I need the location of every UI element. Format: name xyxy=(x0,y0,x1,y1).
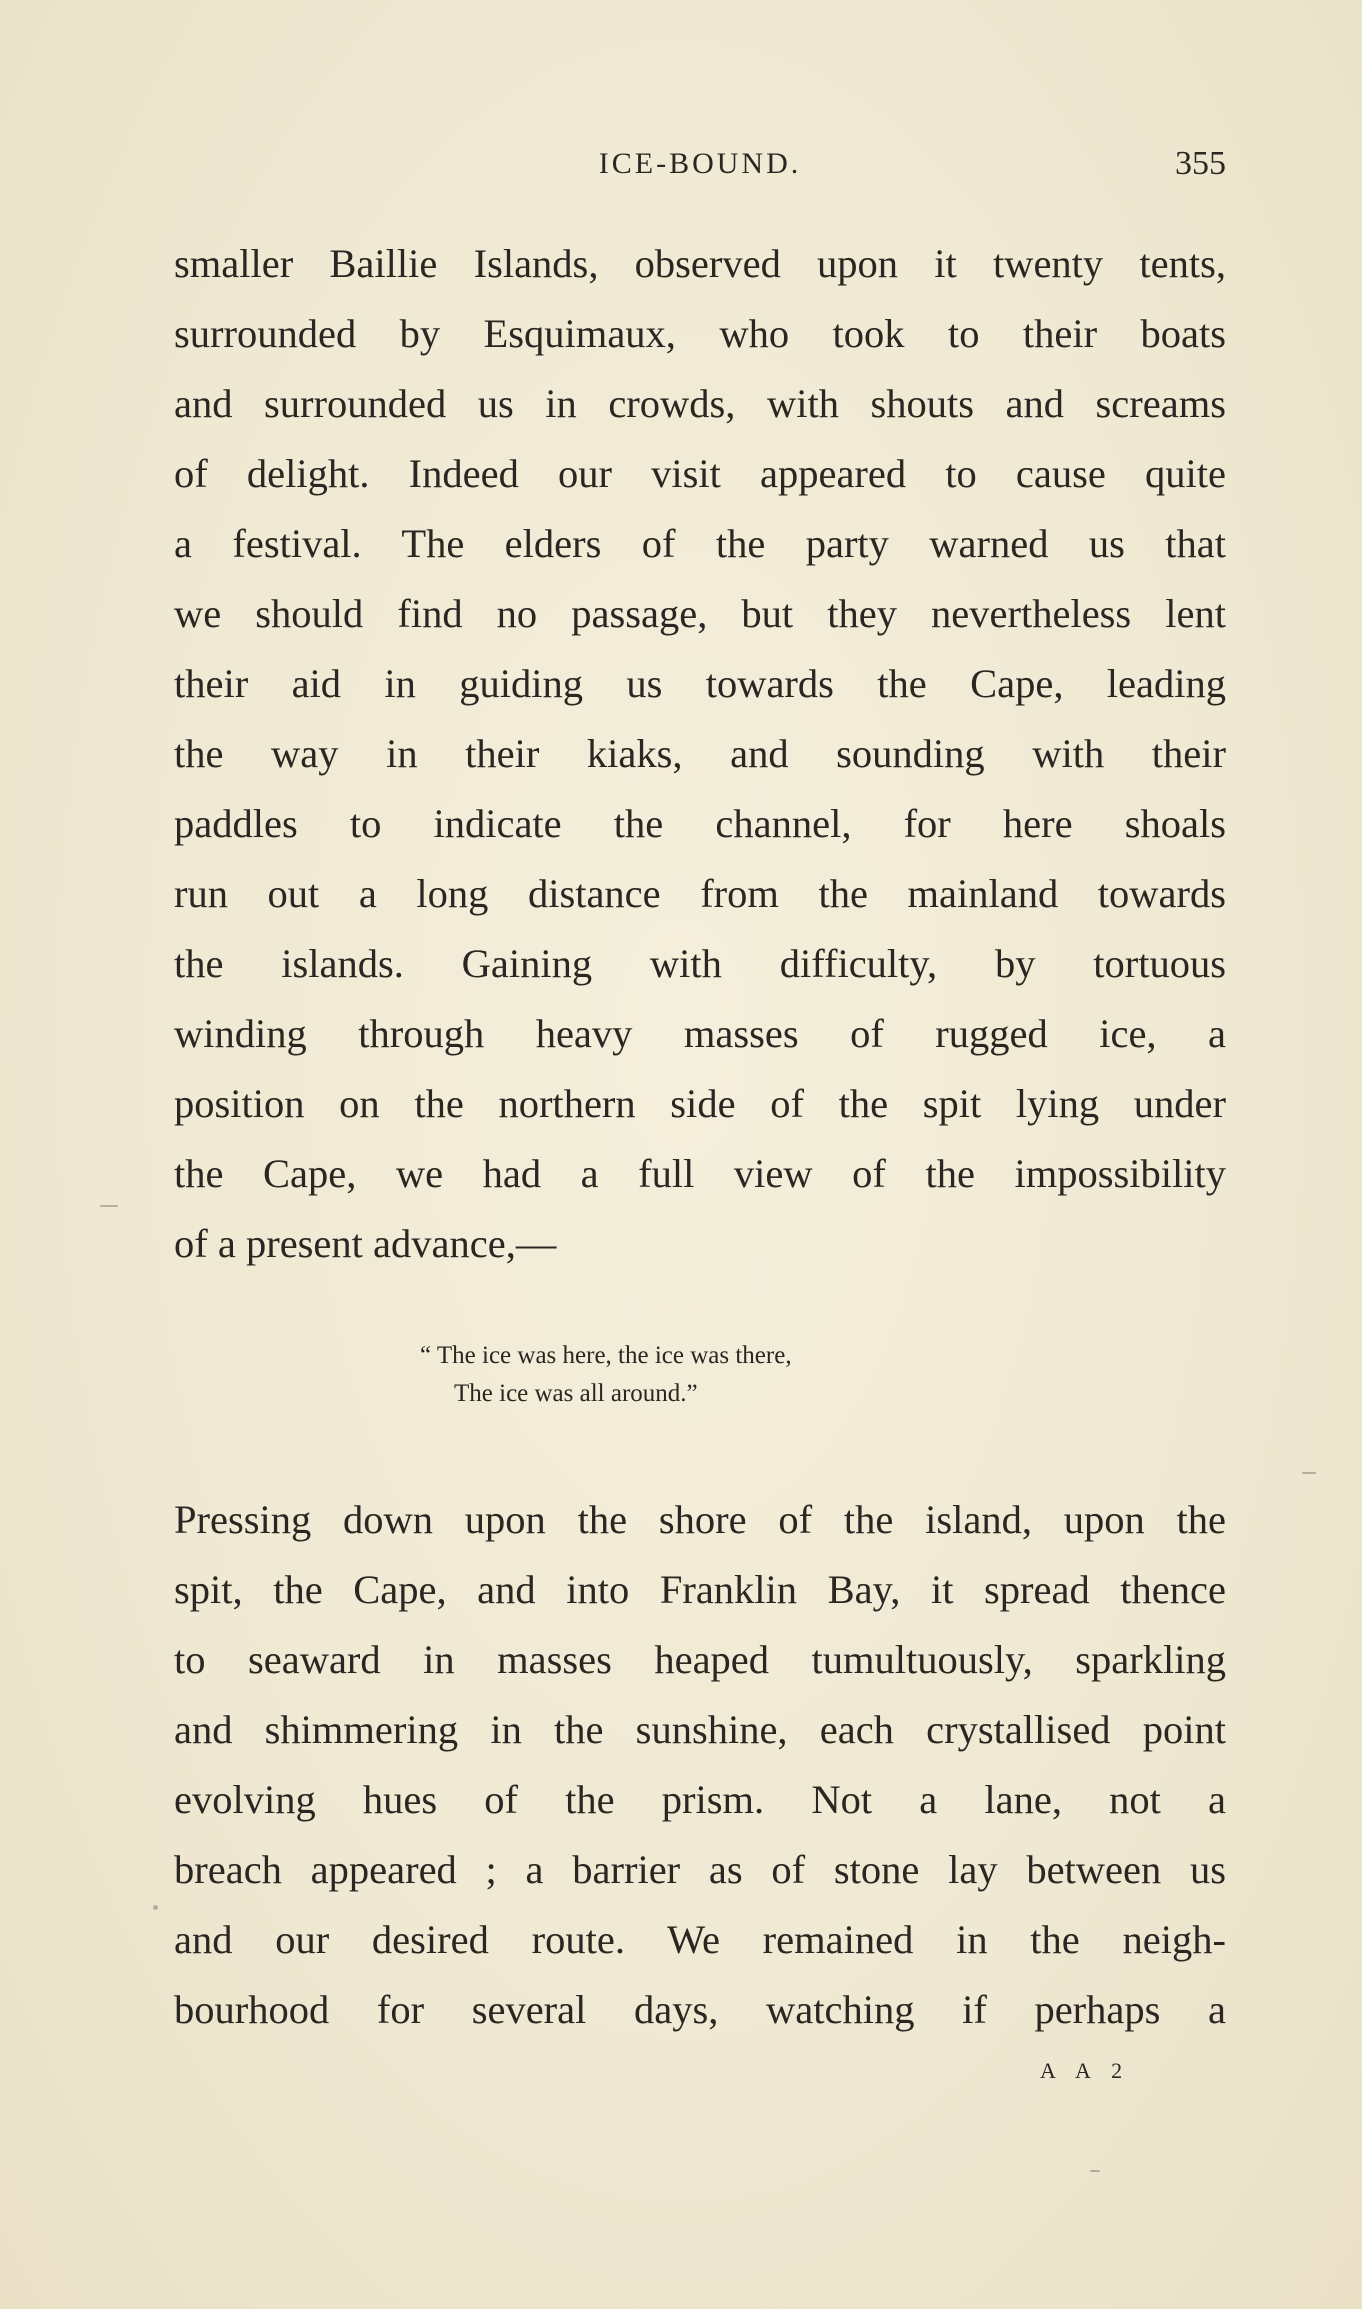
verse-quotation xyxy=(420,1337,980,1413)
page-number: 355 xyxy=(1175,145,1226,182)
paper-speck xyxy=(1090,2170,1100,2172)
text-line: to seaward in masses heaped tumultuously, sparkling xyxy=(174,1637,1226,1682)
signature-mark: A A 2 xyxy=(1040,2058,1131,2083)
verse-line: The ice was all around.” xyxy=(454,1380,698,1407)
running-title: ICE-BOUND. xyxy=(598,147,802,180)
text-line: a festival. The elders of the party warned us that xyxy=(174,521,1226,566)
text-line: Pressing down upon the shore of the island, upon the xyxy=(174,1497,1226,1542)
paper-speck xyxy=(100,1205,118,1207)
text-line: we should find no passage, but they nevertheless lent xyxy=(174,591,1226,636)
text-line: of delight. Indeed our visit appeared to cause quite xyxy=(174,451,1226,496)
text-line: paddles to indicate the channel, for here shoals xyxy=(174,801,1226,846)
text-line: winding through heavy masses of rugged ice, a xyxy=(174,1011,1226,1056)
text-line: and surrounded us in crowds, with shouts and screams xyxy=(174,381,1226,426)
text-line: the Cape, we had a full view of the impossibility xyxy=(174,1151,1226,1196)
text-line: and shimmering in the sunshine, each crystallised point xyxy=(174,1707,1226,1752)
text-line: surrounded by Esquimaux, who took to their boats xyxy=(174,311,1226,356)
text-line: the islands. Gaining with difficulty, by tortuous xyxy=(174,941,1226,986)
verse-line: “ The ice was here, the ice was there, xyxy=(420,1342,792,1369)
text-line: the way in their kiaks, and sounding with their xyxy=(174,731,1226,776)
paragraph-2 xyxy=(174,1485,1226,2045)
text-line: breach appeared ; a barrier as of stone lay between us xyxy=(174,1847,1226,1892)
text-line: bourhood for several days, watching if perhaps a xyxy=(174,1987,1226,2032)
text-line: and our desired route. We remained in the neigh- xyxy=(174,1917,1226,1962)
running-head xyxy=(174,142,1226,186)
text-line: position on the northern side of the spit lying under xyxy=(174,1081,1226,1126)
text-line: their aid in guiding us towards the Cape, leading xyxy=(174,661,1226,706)
paragraph-1 xyxy=(174,229,1226,1279)
text-line: evolving hues of the prism. Not a lane, not a xyxy=(174,1777,1226,1822)
text-line: spit, the Cape, and into Franklin Bay, it spread thence xyxy=(174,1567,1226,1612)
paper-speck xyxy=(1302,1472,1316,1474)
text-line: run out a long distance from the mainland towards xyxy=(174,871,1226,916)
paper-speck xyxy=(153,1905,158,1910)
text-line: of a present advance,— xyxy=(174,1221,557,1266)
text-line: smaller Baillie Islands, observed upon it twenty tents, xyxy=(174,241,1226,286)
